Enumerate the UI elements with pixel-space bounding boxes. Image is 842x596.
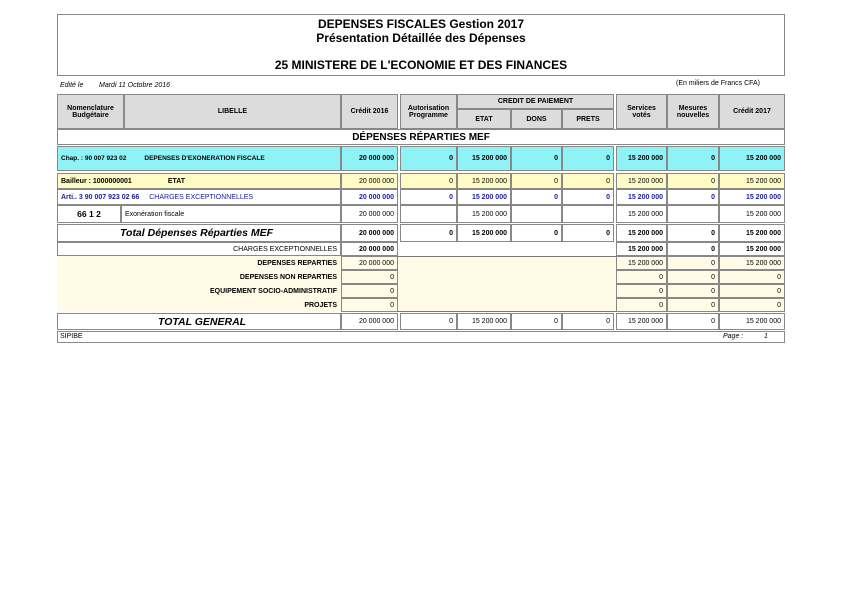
col-nomenclature: Nomenclature Budgétaire: [57, 94, 124, 129]
col-credit-2017: Crédit 2017: [719, 94, 785, 129]
bailleur-credit-2016: 20 000 000: [341, 173, 398, 189]
total-mef-etat: 15 200 000: [457, 224, 511, 242]
col-mesures-nouvelles: Mesures nouvelles: [667, 94, 719, 129]
chap-autorisation: 0: [400, 146, 457, 171]
total-general-autorisation: 0: [400, 313, 457, 330]
col-credit-2016: Crédit 2016: [341, 94, 398, 129]
chap-services: 15 200 000: [616, 146, 667, 171]
line-credit-2017: 15 200 000: [719, 205, 785, 223]
col-services-votes: Services votés: [616, 94, 667, 129]
summary-mesures-1: 0: [667, 270, 719, 284]
total-general-mesures: 0: [667, 313, 719, 330]
line-etat: 15 200 000: [457, 205, 511, 223]
bailleur-autorisation: 0: [400, 173, 457, 189]
total-general-services: 15 200 000: [616, 313, 667, 330]
charges-services: 15 200 000: [616, 242, 667, 256]
total-general-credit-2016: 20 000 000: [341, 313, 398, 330]
total-general-prets: 0: [562, 313, 614, 330]
bailleur-prets: 0: [562, 173, 614, 189]
chap-etat: 15 200 000: [457, 146, 511, 171]
article-prets: 0: [562, 189, 614, 205]
summary-label-2: EQUIPEMENT SOCIO-ADMINISTRATIF: [57, 284, 341, 298]
report-footer: [57, 331, 785, 343]
total-general-dons: 0: [511, 313, 562, 330]
summary-label-3: PROJETS: [57, 298, 341, 312]
summary-credit-2016-2: 0: [341, 284, 398, 298]
article-label: CHARGES EXCEPTIONNELLES: [149, 193, 254, 201]
col-libelle: LIBELLE: [124, 94, 341, 129]
footer-system: SIPIBE: [60, 333, 83, 340]
summary-credit-2016-0: 20 000 000: [341, 256, 398, 270]
article-etat: 15 200 000: [457, 189, 511, 205]
charges-mesures: 0: [667, 242, 719, 256]
summary-credit-2016-3: 0: [341, 298, 398, 312]
bailleur-services: 15 200 000: [616, 173, 667, 189]
article-code: Arti.. 3 90 007 923 02 66: [61, 193, 140, 201]
summary-services-1: 0: [616, 270, 667, 284]
report-subtitle: Présentation Détaillée des Dépenses: [316, 31, 526, 45]
article-credit-2017: 15 200 000: [719, 189, 785, 205]
article-services: 15 200 000: [616, 189, 667, 205]
charges-credit-2016: 20 000 000: [341, 242, 398, 256]
article-autorisation: 0: [400, 189, 457, 205]
report-title: DEPENSES FISCALES Gestion 2017: [317, 17, 525, 31]
col-credit-paiement: CREDIT DE PAIEMENT: [457, 94, 614, 109]
line-label: Exonération fiscale: [121, 205, 341, 223]
chap-code: Chap. : 90 007 923 02: [61, 155, 127, 162]
summary-services-3: 0: [616, 298, 667, 312]
edited-label: Edité le: [60, 82, 84, 89]
bailleur-mesures: 0: [667, 173, 719, 189]
total-mef-dons: 0: [511, 224, 562, 242]
report-header: [57, 14, 785, 76]
charges-credit-2017: 15 200 000: [719, 242, 785, 256]
col-autorisation: Autorisation Programme: [400, 94, 457, 129]
col-prets: PRETS: [562, 109, 614, 129]
summary-mesures-0: 0: [667, 256, 719, 270]
col-etat: ETAT: [457, 109, 511, 129]
summary-services-2: 0: [616, 284, 667, 298]
edited-date: Mardi 11 Octobre 2016: [99, 82, 171, 89]
total-mef-credit-2017: 15 200 000: [719, 224, 785, 242]
total-mef-autorisation: 0: [400, 224, 457, 242]
total-mef-mesures: 0: [667, 224, 719, 242]
summary-credit-2017-0: 15 200 000: [719, 256, 785, 270]
total-general-etat: 15 200 000: [457, 313, 511, 330]
article-mesures: 0: [667, 189, 719, 205]
summary-services-0: 15 200 000: [616, 256, 667, 270]
summary-credit-2016-1: 0: [341, 270, 398, 284]
line-code: 66 1 2: [57, 205, 121, 223]
summary-mesures-3: 0: [667, 298, 719, 312]
ministry-title: 25 MINISTERE DE L'ECONOMIE ET DES FINANCES: [274, 58, 568, 72]
chap-prets: 0: [562, 146, 614, 171]
footer-page-label: Page :: [723, 333, 744, 340]
chap-credit-2017: 15 200 000: [719, 146, 785, 171]
line-services: 15 200 000: [616, 205, 667, 223]
summary-credit-2017-1: 0: [719, 270, 785, 284]
line-credit-2016: 20 000 000: [341, 205, 398, 223]
bailleur-label: ETAT: [167, 177, 186, 185]
total-mef-prets: 0: [562, 224, 614, 242]
bailleur-code: Bailleur : 1000000001: [61, 177, 132, 185]
summary-label-1: DEPENSES NON REPARTIES: [57, 270, 341, 284]
article-credit-2016: 20 000 000: [341, 189, 398, 205]
col-dons: DONS: [511, 109, 562, 129]
charges-label: CHARGES EXCEPTIONNELLES: [57, 242, 341, 256]
summary-mesures-2: 0: [667, 284, 719, 298]
bailleur-credit-2017: 15 200 000: [719, 173, 785, 189]
article-dons: 0: [511, 189, 562, 205]
total-mef-services: 15 200 000: [616, 224, 667, 242]
total-mef-label: Total Dépenses Réparties MEF: [57, 224, 341, 242]
chap-dons: 0: [511, 146, 562, 171]
chap-mesures: 0: [667, 146, 719, 171]
chap-label: DEPENSES D'EXONERATION FISCALE: [144, 155, 265, 162]
summary-credit-2017-2: 0: [719, 284, 785, 298]
total-mef-credit-2016: 20 000 000: [341, 224, 398, 242]
units-note: (En miliers de Francs CFA): [676, 80, 761, 87]
chap-credit-2016: 20 000 000: [341, 146, 398, 171]
section-title: DÉPENSES RÉPARTIES MEF: [57, 129, 785, 145]
summary-label-0: DEPENSES REPARTIES: [57, 256, 341, 270]
bailleur-etat: 15 200 000: [457, 173, 511, 189]
footer-page-number: 1: [764, 333, 768, 340]
total-general-label: TOTAL GENERAL: [57, 313, 341, 330]
bailleur-dons: 0: [511, 173, 562, 189]
total-general-credit-2017: 15 200 000: [719, 313, 785, 330]
summary-credit-2017-3: 0: [719, 298, 785, 312]
